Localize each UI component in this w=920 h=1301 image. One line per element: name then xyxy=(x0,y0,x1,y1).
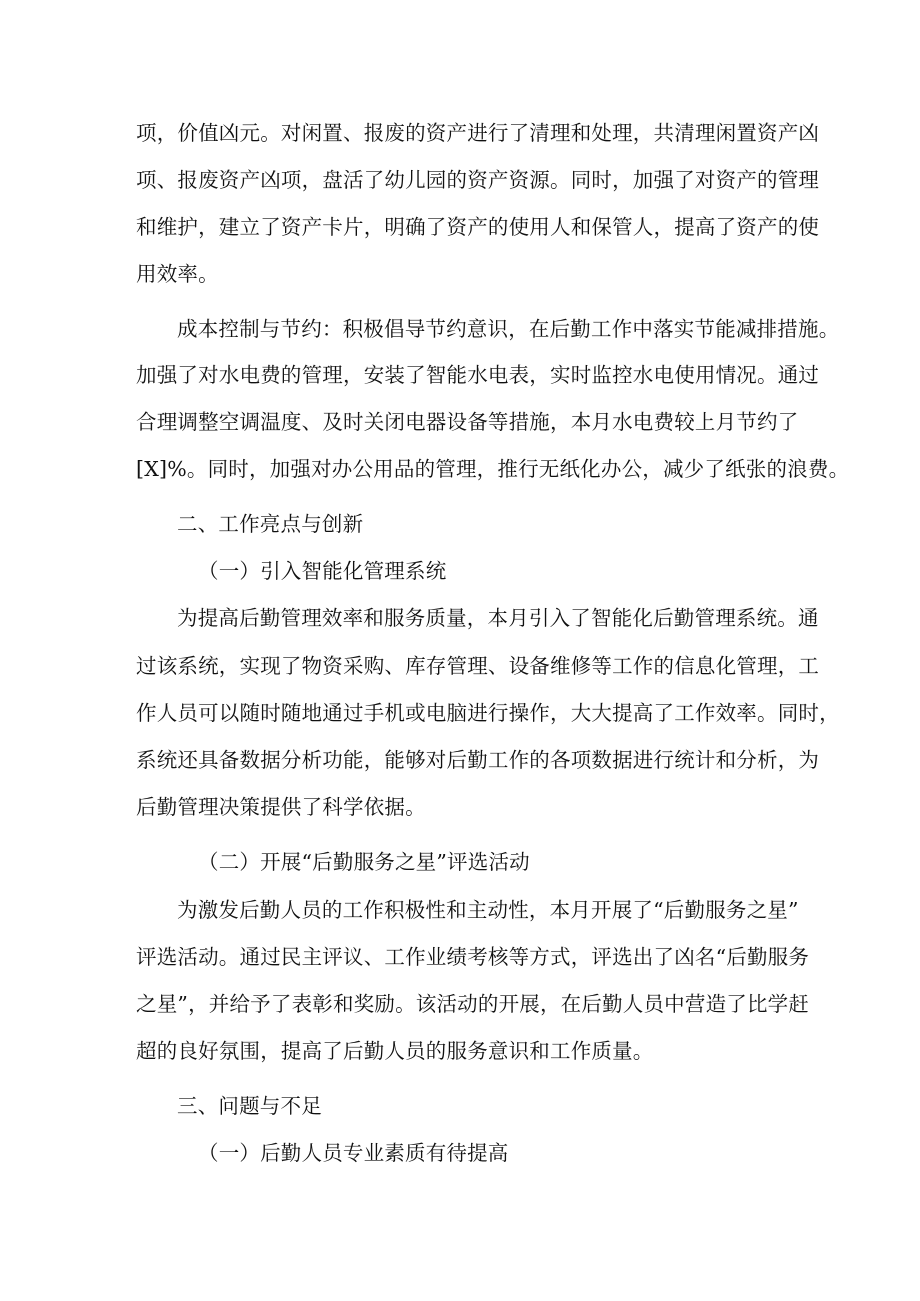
text-line: 后勤管理决策提供了科学依据。 xyxy=(136,795,426,819)
text-line: 和维护，建立了资产卡片，明确了资产的使用人和保管人，提高了资产的使 xyxy=(136,215,820,239)
text-line: 过该系统，实现了物资采购、库存管理、设备维修等工作的信息化管理，工 xyxy=(136,654,820,678)
text-line: 系统还具备数据分析功能，能够对后勤工作的各项数据进行统计和分析，为 xyxy=(136,748,820,772)
subsection-heading: （二）开展“后勤服务之星”评选活动 xyxy=(198,850,530,874)
text-line: 合理调整空调温度、及时关闭电器设备等措施，本月水电费较上月节约了 xyxy=(136,410,799,434)
text-line: 项，价值凶元。对闲置、报废的资产进行了清理和处理，共清理闲置资产凶 xyxy=(136,121,820,145)
section-heading: 三、问题与不足 xyxy=(177,1094,322,1118)
paragraph-first-line: 成本控制与节约：积极倡导节约意识，在后勤工作中落实节能减排措施。 xyxy=(177,317,840,341)
text-line: 加强了对水电费的管理，安装了智能水电表，实时监控水电使用情况。通过 xyxy=(136,363,820,387)
subsection-heading: （一）引入智能化管理系统 xyxy=(198,559,447,583)
paragraph-first-line: 为激发后勤人员的工作积极性和主动性，本月开展了“后勤服务之星” xyxy=(177,898,799,922)
text-line: 评选活动。通过民主评议、工作业绩考核等方式，评选出了凶名“后勤服务 xyxy=(136,945,810,969)
section-heading: 二、工作亮点与创新 xyxy=(177,512,364,536)
subsection-heading: （一）后勤人员专业素质有待提高 xyxy=(198,1141,509,1165)
paragraph-first-line: 为提高后勤管理效率和服务质量，本月引入了智能化后勤管理系统。通 xyxy=(177,606,819,630)
text-line: [X]%。同时，加强对办公用品的管理，推行无纸化办公，减少了纸张的浪费。 xyxy=(136,457,850,481)
text-line: 作人员可以随时随地通过手机或电脑进行操作，大大提高了工作效率。同时， xyxy=(136,701,840,725)
text-line: 项、报废资产凶项，盘活了幼儿园的资产资源。同时，加强了对资产的管理 xyxy=(136,168,820,192)
text-line: 超的良好氛围，提高了后勤人员的服务意识和工作质量。 xyxy=(136,1039,654,1063)
text-line: 之星”，并给予了表彰和奖励。该活动的开展，在后勤人员中营造了比学赶 xyxy=(136,992,810,1016)
text-line: 用效率。 xyxy=(136,262,219,286)
